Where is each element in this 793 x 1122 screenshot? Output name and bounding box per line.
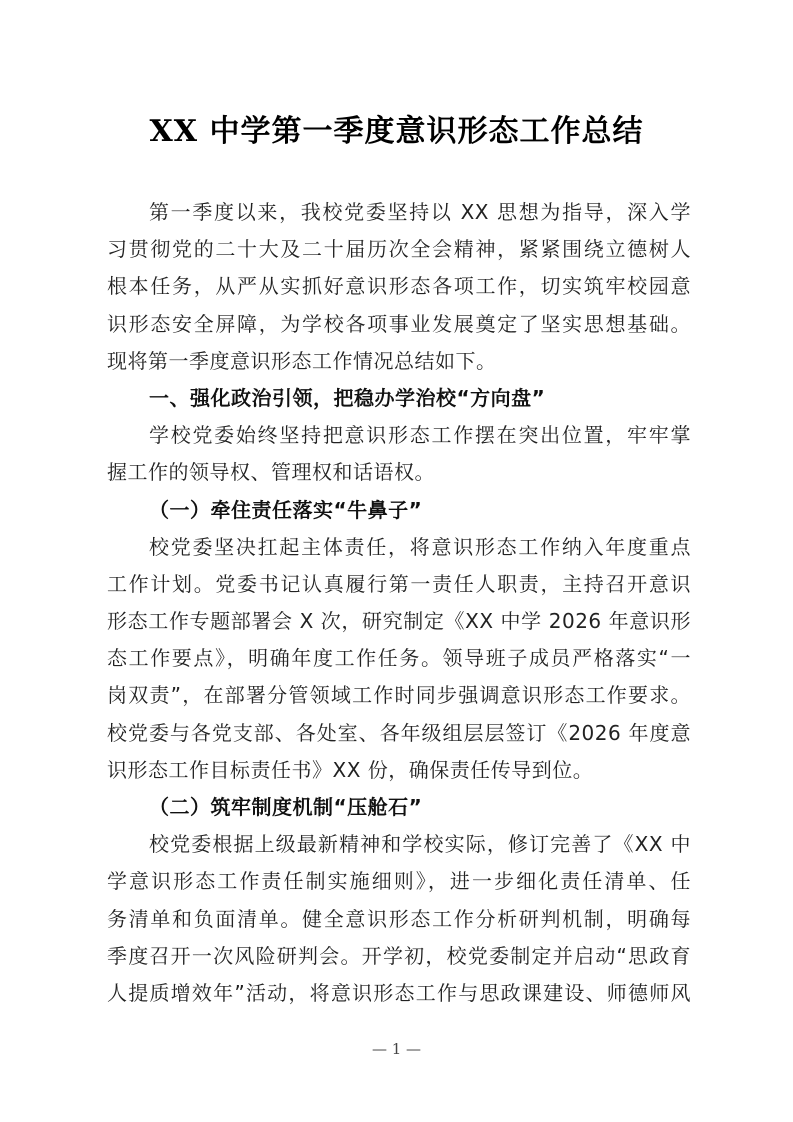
paragraph-line: 人提质增效年”活动，将意识形态工作与思政课建设、师德师风: [107, 980, 691, 1005]
paragraph-line: 形态工作专题部署会 X 次，研究制定《XX 中学 2026 年意识形: [107, 609, 691, 634]
page-number: — 1 —: [371, 1040, 422, 1058]
paragraph-line: 第一季度以来，我校党委坚持以 XX 思想为指导，深入学: [149, 200, 691, 224]
paragraph-line: 校党委坚决扛起主体责任，将意识形态工作纳入年度重点: [149, 534, 691, 559]
paragraph-line: 识形态工作目标责任书》XX 份，确保责任传导到位。: [107, 757, 594, 782]
paragraph-line: 现将第一季度意识形态工作情况总结如下。: [107, 348, 497, 373]
paragraph-line: 识形态安全屏障，为学校各项事业发展奠定了坚实思想基础。: [107, 311, 691, 336]
paragraph-line: 学校党委始终坚持把意识形态工作摆在突出位置，牢牢掌: [149, 423, 691, 448]
subsection-heading-1: （一）牵住责任落实“牛鼻子”: [149, 497, 423, 522]
paragraph-line: 工作计划。党委书记认真履行第一责任人职责，主持召开意识: [107, 571, 691, 596]
subsection-heading-2: （二）筑牢制度机制“压舱石”: [149, 795, 423, 819]
document-body: [107, 194, 691, 1012]
paragraph-line: 态工作要点》，明确年度工作任务。领导班子成员严格落实“一: [107, 646, 691, 671]
paragraph-line: 根本任务，从严从实抓好意识形态各项工作，切实筑牢校园意: [107, 274, 691, 299]
paragraph-line: 校党委与各党支部、各处室、各年级组层层签订《2026 年度意: [107, 720, 691, 745]
paragraph-line: 握工作的领导权、管理权和话语权。: [107, 460, 435, 485]
paragraph-line: 校党委根据上级最新精神和学校实际，修订完善了《XX 中: [149, 832, 691, 857]
document-title: XX 中学第一季度意识形态工作总结: [149, 114, 644, 149]
paragraph-line: 季度召开一次风险研判会。开学初，校党委制定并启动“思政育: [107, 943, 691, 968]
section-heading-1: 一、强化政治引领，把稳办学治校“方向盘”: [149, 385, 546, 410]
paragraph-line: 学意识形态工作责任制实施细则》，进一步细化责任清单、任: [107, 869, 691, 894]
paragraph-line: 务清单和负面清单。健全意识形态工作分析研判机制，明确每: [107, 906, 691, 931]
paragraph-line: 岗双责”，在部署分管领域工作时同步强调意识形态工作要求。: [107, 683, 691, 708]
paragraph-line: 习贯彻党的二十大及二十届历次全会精神，紧紧围绕立德树人: [107, 237, 691, 262]
